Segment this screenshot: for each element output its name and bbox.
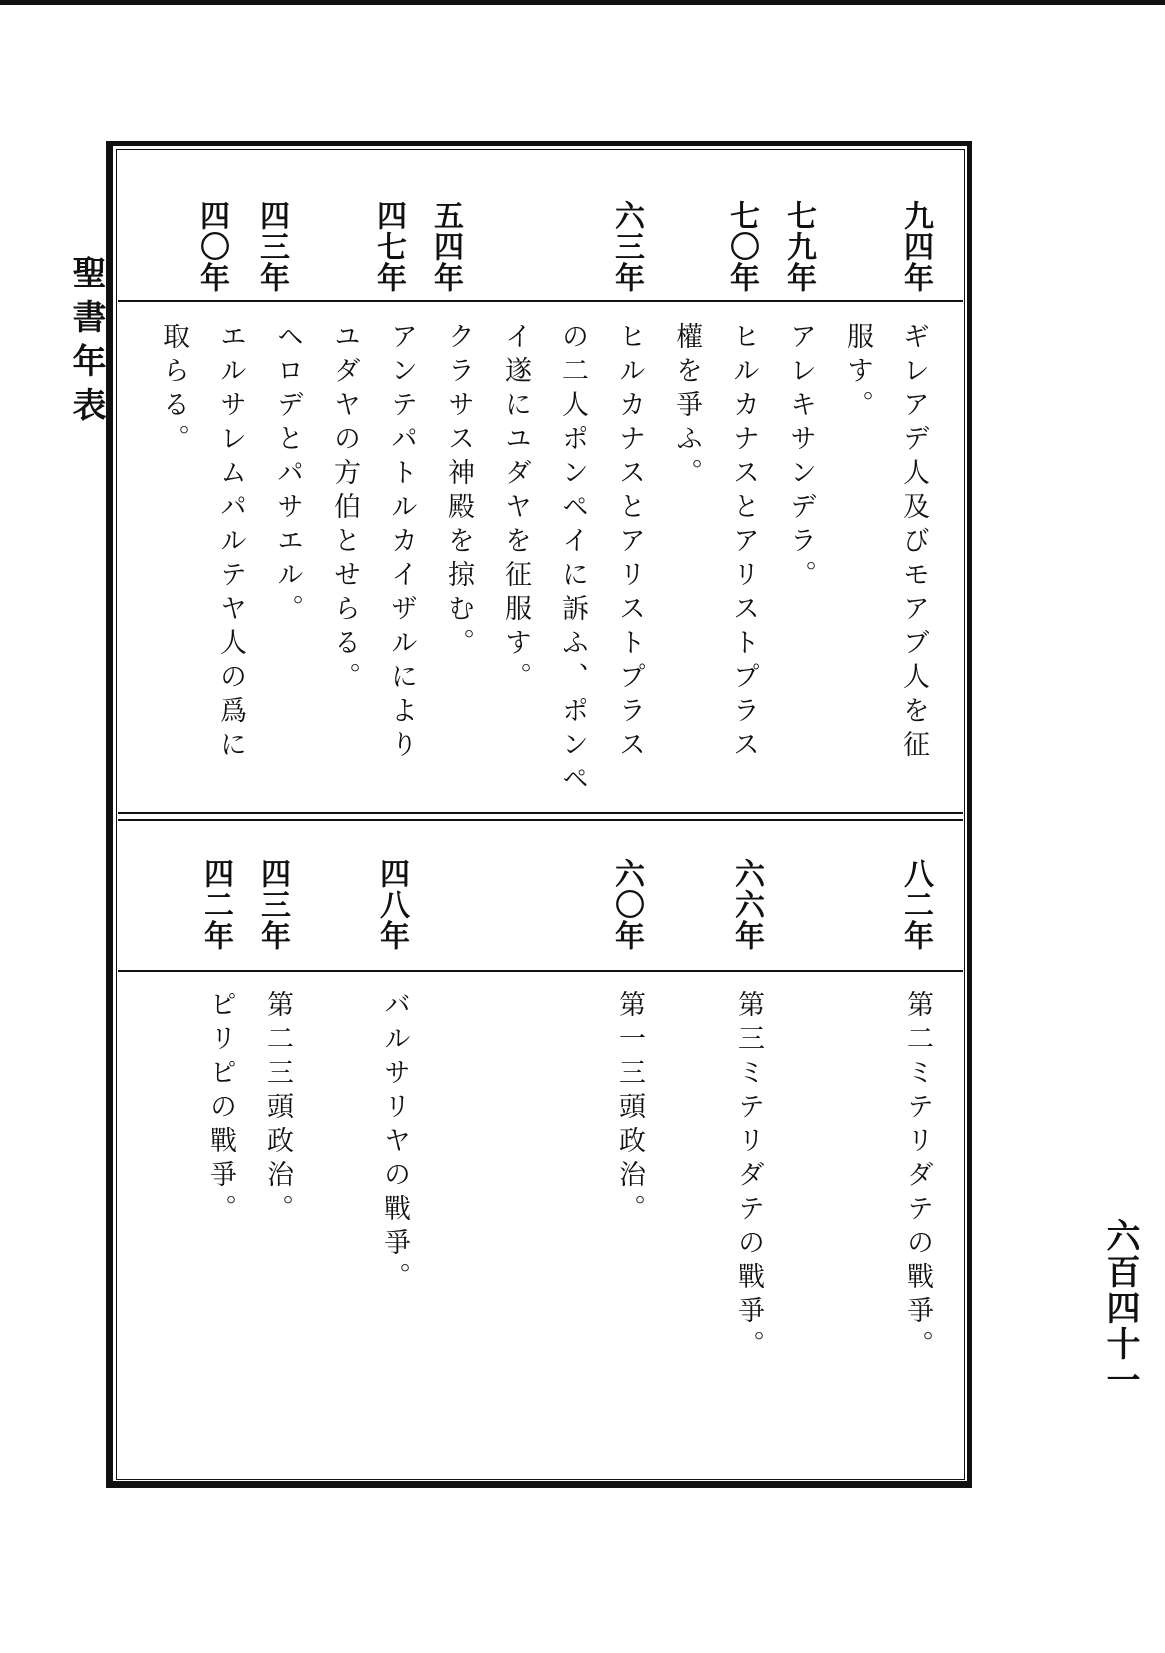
year-entry: 七〇年 bbox=[724, 200, 759, 293]
year-entry: 六〇年 bbox=[609, 858, 644, 951]
event-entry: ギレアデ人及びモアブ人を征 bbox=[898, 322, 929, 764]
year-entry: 七九年 bbox=[781, 200, 816, 293]
year-entry: 九四年 bbox=[898, 200, 933, 293]
year-entry: 五四年 bbox=[428, 200, 463, 293]
event-entry: 第一三頭政治。 bbox=[614, 990, 645, 1228]
event-entry: ヘロデとパサエル。 bbox=[272, 322, 303, 628]
event-entry: クラサス神殿を掠む。 bbox=[443, 322, 474, 662]
year-entry: 六六年 bbox=[729, 858, 764, 951]
year-divider-upper bbox=[118, 300, 963, 302]
page-number: 六百四十一 bbox=[1100, 1218, 1140, 1398]
year-entry: 四二年 bbox=[198, 858, 233, 951]
event-entry: ヒルカナスとアリストプラス bbox=[614, 322, 645, 764]
event-entry: ユダヤの方伯とせらる。 bbox=[329, 322, 360, 696]
event-entry: 權を爭ふ。 bbox=[671, 322, 702, 492]
year-entry: 四八年 bbox=[374, 858, 409, 951]
year-entry: 六三年 bbox=[609, 200, 644, 293]
event-entry: イ遂にユダヤを征服す。 bbox=[500, 322, 531, 696]
year-entry: 四三年 bbox=[255, 858, 290, 951]
event-entry: アンテパトルカイザルにより bbox=[386, 322, 417, 764]
event-entry: 服す。 bbox=[842, 322, 873, 424]
event-entry: ピリピの戰爭。 bbox=[205, 990, 236, 1228]
event-entry: ヒルカナスとアリストプラス bbox=[728, 322, 759, 764]
event-entry: 第三ミテリダテの戰爭。 bbox=[733, 990, 764, 1364]
event-entry: の二人ポンペイに訴ふ、ポンペ bbox=[557, 322, 588, 798]
section-divider-second-line bbox=[118, 819, 963, 821]
event-entry: 第二ミテリダテの戰爭。 bbox=[902, 990, 933, 1364]
event-entry: エルサレムパルテヤ人の爲に bbox=[215, 322, 246, 764]
section-divider bbox=[118, 812, 963, 814]
event-entry: アレキサンデラ。 bbox=[785, 322, 816, 594]
running-head: 聖書年表 bbox=[66, 255, 106, 431]
year-entry: 八二年 bbox=[898, 858, 933, 951]
year-divider-lower bbox=[118, 970, 963, 972]
event-entry: バルサリヤの戰爭。 bbox=[379, 990, 410, 1296]
year-entry: 四〇年 bbox=[194, 200, 229, 293]
year-entry: 四三年 bbox=[254, 200, 289, 293]
event-entry: 取らる。 bbox=[158, 322, 189, 458]
scan-top-edge bbox=[0, 0, 1165, 5]
year-entry: 四七年 bbox=[371, 200, 406, 293]
event-entry: 第二三頭政治。 bbox=[262, 990, 293, 1228]
